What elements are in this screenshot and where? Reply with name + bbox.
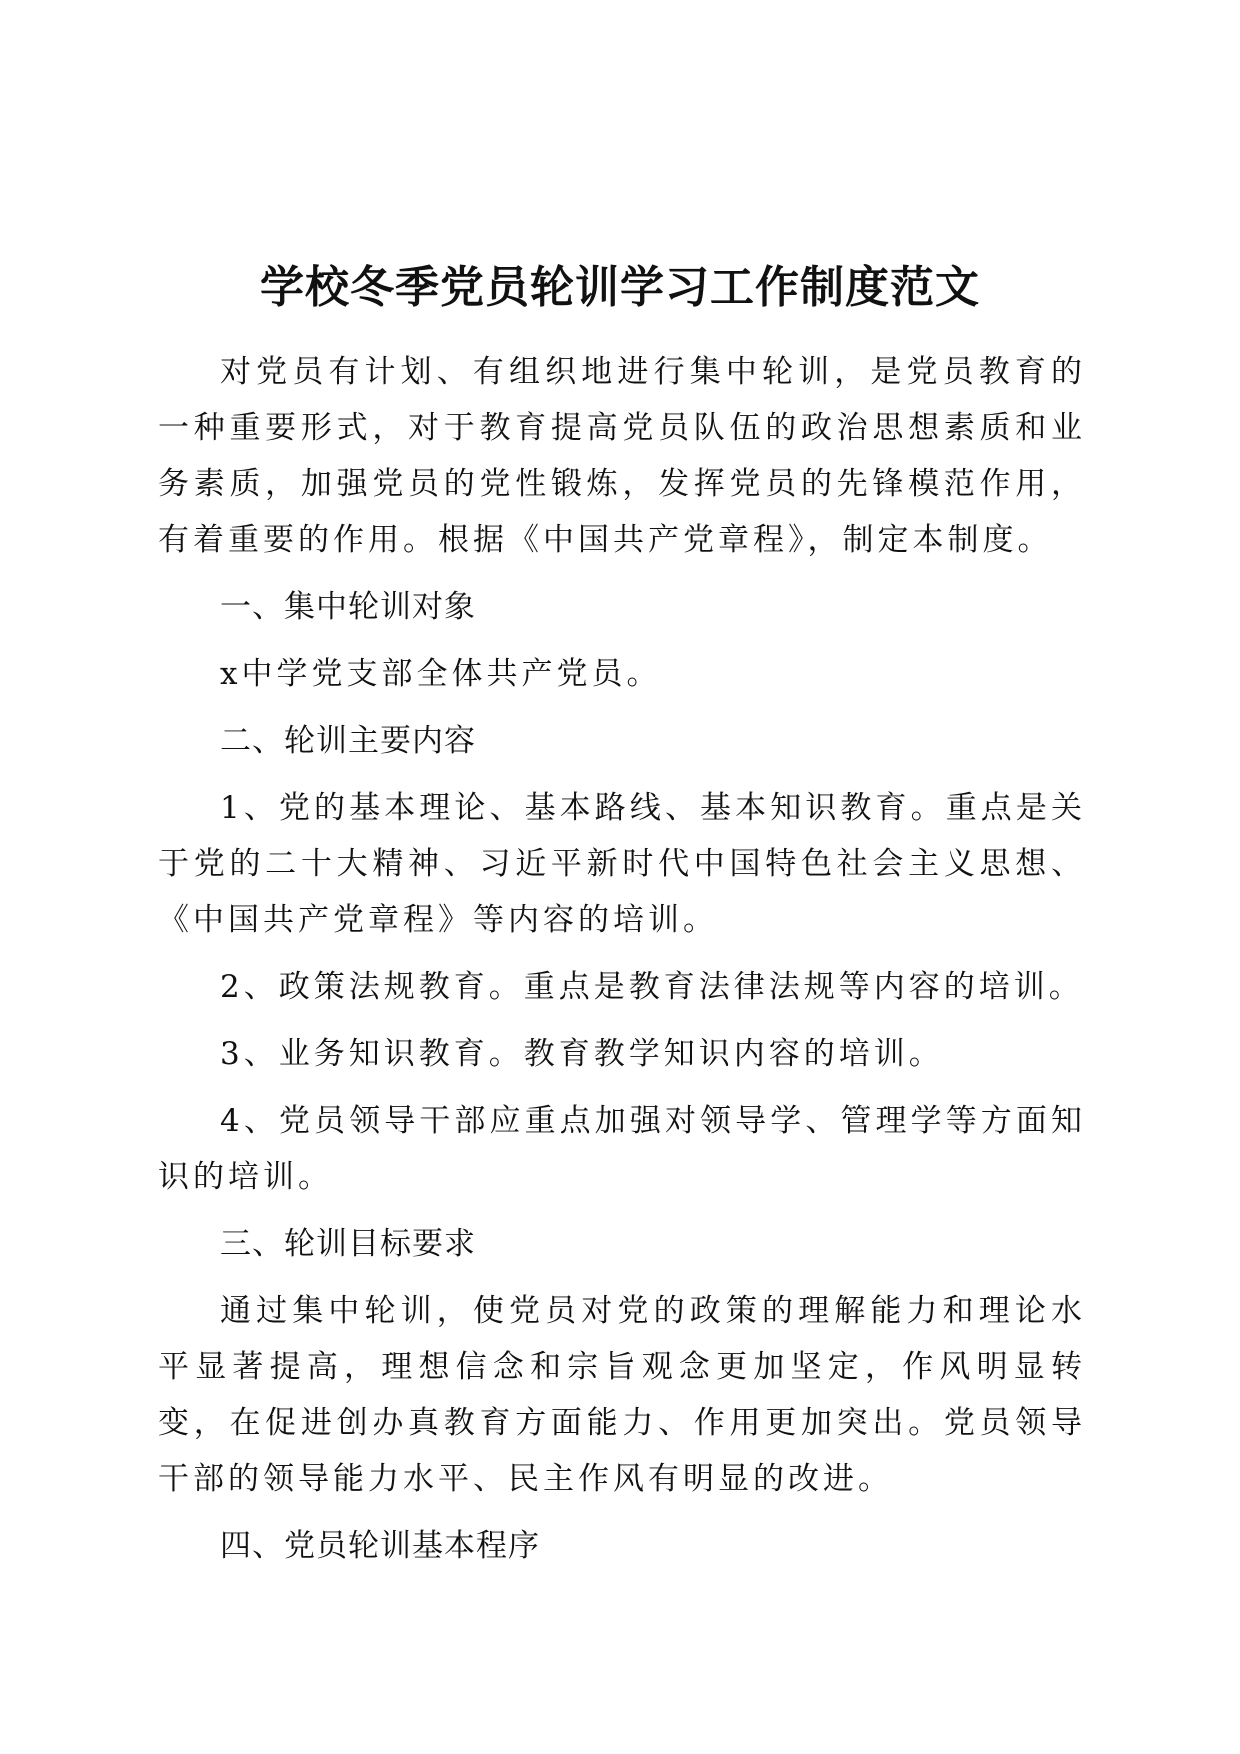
section-4-heading: 四、党员轮训基本程序 xyxy=(220,1528,540,1564)
document-body xyxy=(158,344,1086,1585)
document-title: 学校冬季党员轮训学习工作制度范文 xyxy=(260,262,980,313)
section-2-item: 2、政策法规教育。重点是教育法律法规等内容的培训。 xyxy=(220,969,1084,1005)
section-2-item: 1、党的基本理论、基本路线、基本知识教育。重点是关于党的二十大精神、习近平新时代中国特色社会主义思想、《中国共产党章程》等内容的培训。 xyxy=(158,790,1086,938)
section-3-text: 通过集中轮训，使党员对党的政策的理解能力和理论水平显著提高，理想信念和宗旨观念更加坚定，作风明显转变，在促进创办真教育方面能力、作用更加突出。党员领导干部的领导能力水平、民主作风有明显的改进。 xyxy=(158,1293,1086,1497)
intro-paragraph: 对党员有计划、有组织地进行集中轮训，是党员教育的一种重要形式，对于教育提高党员队伍的政治思想素质和业务素质，加强党员的党性锻炼，发挥党员的先锋模范作用，有着重要的作用。根据《中国共产党章程》，制定本制度。 xyxy=(158,354,1086,558)
section-1-text: x中学党支部全体共产党员。 xyxy=(220,656,662,692)
section-2-item: 4、党员领导干部应重点加强对领导学、管理学等方面知识的培训。 xyxy=(158,1103,1086,1195)
section-3-heading: 三、轮训目标要求 xyxy=(220,1226,476,1262)
section-2-item: 3、业务知识教育。教育教学知识内容的培训。 xyxy=(220,1036,944,1072)
section-1-heading: 一、集中轮训对象 xyxy=(220,589,476,625)
section-2-heading: 二、轮训主要内容 xyxy=(220,723,476,759)
